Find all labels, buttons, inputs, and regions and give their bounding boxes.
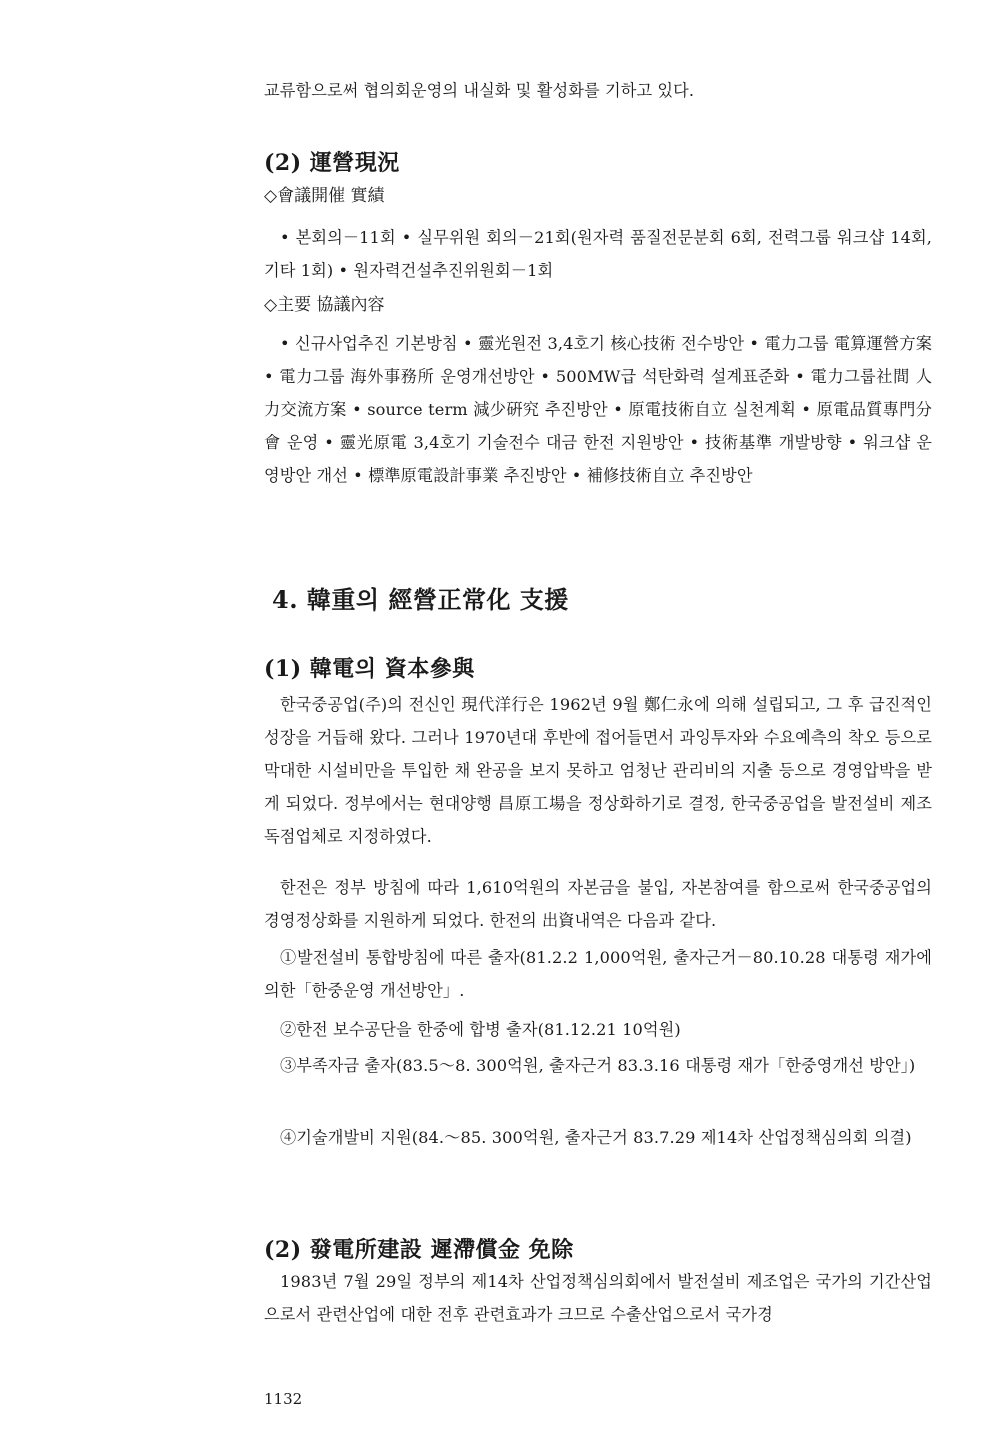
paragraph-investment: 한전은 정부 방침에 따라 1,610억원의 자본금을 불입, 자본참여를 함으로써 한국중공업의 경영정상화를 지원하게 되었다. 한전의 出資내역은 다음과 같다.	[264, 878, 932, 930]
section-heading-capital-participation: (1) 韓電의 資本參與	[264, 656, 475, 682]
meeting-record-body: • 본회의－11회 • 실무위원 회의－21회(원자력 품질전문분회 6회, 전력그룹 워크샵 14회, 기타 1회) • 원자력건설추진위원회－1회	[264, 228, 932, 280]
investment-item-2: ②한전 보수공단을 한중에 합병 출자(81.12.21 10억원)	[280, 1020, 681, 1039]
paragraph-industrial-policy: 1983년 7월 29일 정부의 제14차 산업정책심의회에서 발전설비 제조업은 국가의 기간산업으로서 관련산업에 대한 전후 관련효과가 크므로 수출산업으로서 국가경	[264, 1272, 932, 1324]
intro-line: 교류함으로써 협의회운영의 내실화 및 활성화를 기하고 있다.	[264, 81, 695, 100]
subheading-main-topics: ◇主要 協議內容	[264, 295, 385, 315]
subheading-meeting-record: ◇會議開催 實績	[264, 186, 385, 206]
investment-item-3: ③부족자금 출자(83.5～8. 300억원, 출자근거 83.3.16 대통령 재가「한중영개선 방안」)	[280, 1056, 916, 1075]
main-topics-body: • 신규사업추진 기본방침 • 靈光원전 3,4호기 核心技術 전수방안 • 電力그룹 電算運營方案 • 電力그룹 海外事務所 운영개선방안 • 500MW급 석탄화력 설계표준화 • 電力그룹社間 人力交流方案 • source term 減少硏究 추진방안 • 原電技術自立 실천계획 • 原電品質專門分會 운영 • 靈光原電 3,4호기 기술전수 대금 한전 지원방안 • 技術基準 개발방향 • 워크샵 운영방안 개선 • 標準原電設計事業 추진방안 • 補修技術自立 추진방안	[264, 334, 932, 485]
investment-item-1: ①발전설비 통합방침에 따른 출자(81.2.2 1,000억원, 출자근거－80.10.28 대통령 재가에 의한「한중운영 개선방안」.	[264, 948, 932, 1000]
chapter-heading-khic-support: 4. 韓重의 經營正常化 支援	[272, 585, 569, 614]
investment-item-4: ④기술개발비 지원(84.～85. 300억원, 출자근거 83.7.29 제14차 산업정책심의회 의결)	[280, 1128, 912, 1147]
section-heading-penalty-exemption: (2) 發電所建設 遲滯償金 免除	[264, 1237, 574, 1263]
paragraph-history: 한국중공업(주)의 전신인 現代洋行은 1962년 9월 鄭仁永에 의해 설립되고, 그 후 급진적인 성장을 거듭해 왔다. 그러나 1970년대 후반에 접어들면서 과잉투자와 수요예측의 착오 등으로 막대한 시설비만을 투입한 채 완공을 보지 못하고 엄청난 관리비의 지출 등으로 경영압박을 받게 되었다. 정부에서는 현대양행 昌原工場을 정상화하기로 결정, 한국중공업을 발전설비 제조독점업체로 지정하였다.	[264, 695, 932, 846]
section-heading-operation-status: (2) 運營現況	[264, 150, 400, 176]
page-number: 1132	[264, 1390, 303, 1408]
